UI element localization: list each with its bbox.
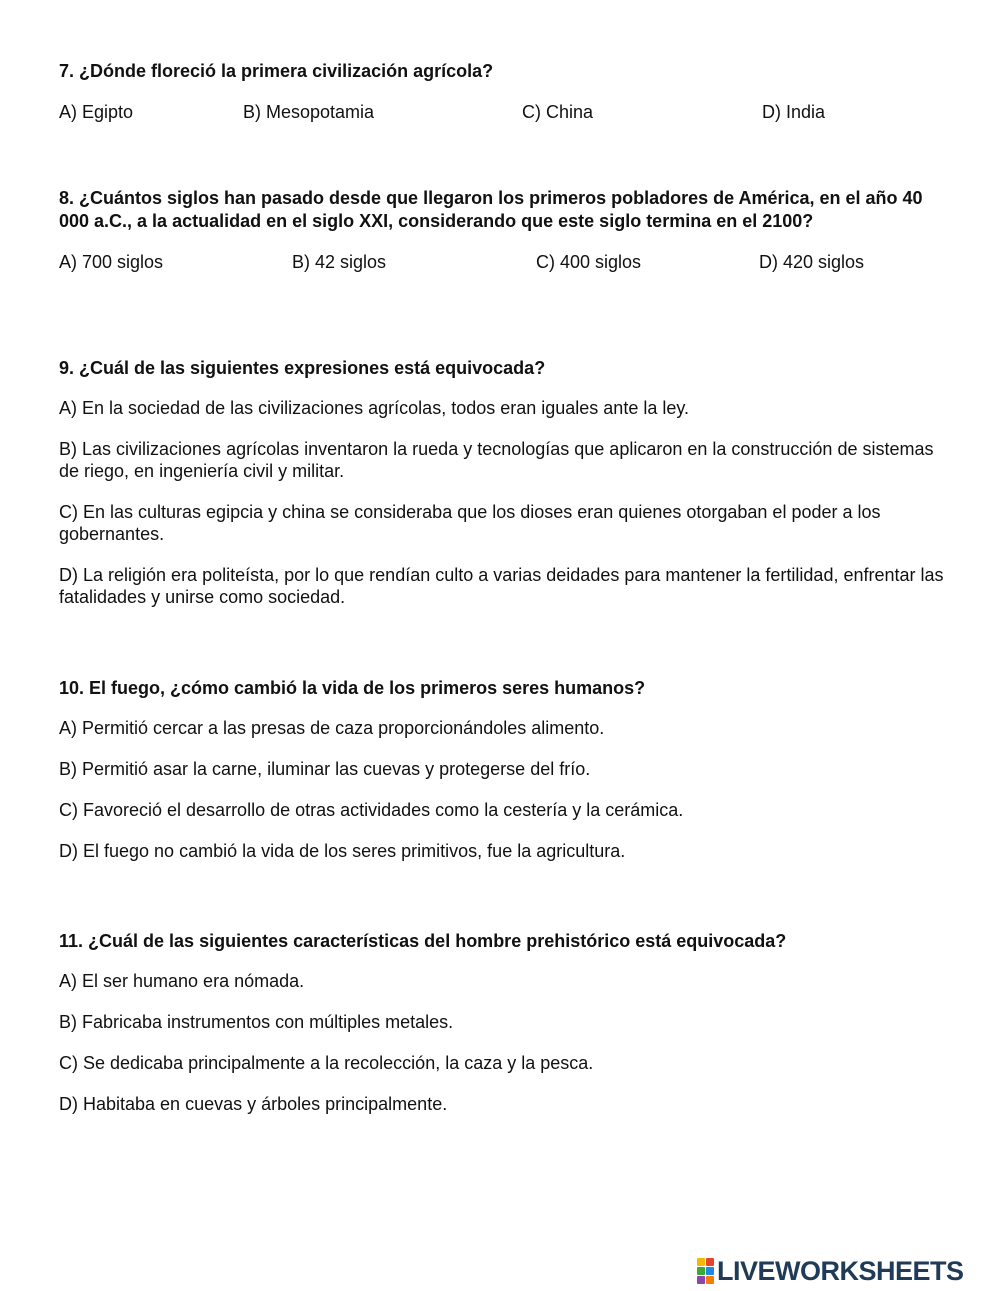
option-a[interactable]: A) En la sociedad de las civilizaciones agrícolas, todos eran iguales ante la ley. — [59, 398, 690, 418]
option-b[interactable]: B) Las civilizaciones agrícolas inventaron la rueda y tecnologías que aplicaron en la construcción de sistemas de riego, en ingeniería civil y militar. — [59, 439, 934, 481]
logo-square-2 — [706, 1258, 714, 1266]
logo-square-6 — [706, 1276, 714, 1284]
question-9 — [59, 357, 949, 608]
option-a[interactable]: A) Permitió cercar a las presas de caza proporcionándoles alimento. — [59, 718, 605, 738]
question-10 — [59, 677, 949, 862]
option-c[interactable]: C) Favoreció el desarrollo de otras actividades como la cestería y la cerámica. — [59, 800, 684, 820]
question-7 — [59, 60, 949, 124]
options-list — [59, 970, 949, 1115]
liveworksheets-logo-icon — [697, 1258, 714, 1284]
option-d[interactable]: D) El fuego no cambió la vida de los seres primitivos, fue la agricultura. — [59, 841, 626, 861]
option-b[interactable]: B) Mesopotamia — [243, 102, 375, 122]
option-b[interactable]: B) Fabricaba instrumentos con múltiples metales. — [59, 1012, 454, 1032]
question-title: 11. ¿Cuál de las siguientes características del hombre prehistórico está equivocada? — [59, 931, 787, 951]
option-a[interactable]: A) Egipto — [59, 102, 134, 122]
option-a[interactable]: A) 700 siglos — [59, 252, 164, 272]
option-c[interactable]: C) 400 siglos — [536, 252, 642, 272]
logo-square-1 — [697, 1258, 705, 1266]
options-list — [59, 397, 949, 608]
question-title: 7. ¿Dónde floreció la primera civilización agrícola? — [59, 61, 494, 81]
question-title: 9. ¿Cuál de las siguientes expresiones está equivocada? — [59, 358, 546, 378]
logo-square-5 — [697, 1276, 705, 1284]
option-a[interactable]: A) El ser humano era nómada. — [59, 971, 305, 991]
option-c[interactable]: C) Se dedicaba principalmente a la recolección, la caza y la pesca. — [59, 1053, 594, 1073]
option-c[interactable]: C) En las culturas egipcia y china se consideraba que los dioses eran quienes otorgaban el poder a los gobernantes. — [59, 502, 881, 544]
option-c[interactable]: C) China — [522, 102, 594, 122]
question-11 — [59, 930, 949, 1115]
question-title: 10. El fuego, ¿cómo cambió la vida de los primeros seres humanos? — [59, 678, 646, 698]
option-d[interactable]: D) India — [762, 102, 826, 122]
logo-square-3 — [697, 1267, 705, 1275]
question-8 — [59, 187, 949, 274]
options-row — [59, 100, 949, 124]
option-b[interactable]: B) Permitió asar la carne, iluminar las cuevas y protegerse del frío. — [59, 759, 591, 779]
logo-square-4 — [706, 1267, 714, 1275]
question-title: 8. ¿Cuántos siglos han pasado desde que llegaron los primeros pobladores de América, en el año 40 000 a.C., a la actualidad en el siglo XXI, considerando que este siglo termina en el 2100? — [59, 188, 923, 231]
logo-text: LIVEWORKSHEETS — [717, 1255, 964, 1286]
options-row — [59, 250, 949, 274]
option-d[interactable]: D) 420 siglos — [759, 252, 865, 272]
liveworksheets-logo — [697, 1257, 964, 1285]
option-d[interactable]: D) Habitaba en cuevas y árboles principalmente. — [59, 1094, 448, 1114]
option-b[interactable]: B) 42 siglos — [292, 252, 387, 272]
option-d[interactable]: D) La religión era politeísta, por lo que rendían culto a varias deidades para mantener la fertilidad, enfrentar las fatalidades y unirse como sociedad. — [59, 565, 944, 607]
options-list — [59, 717, 949, 862]
